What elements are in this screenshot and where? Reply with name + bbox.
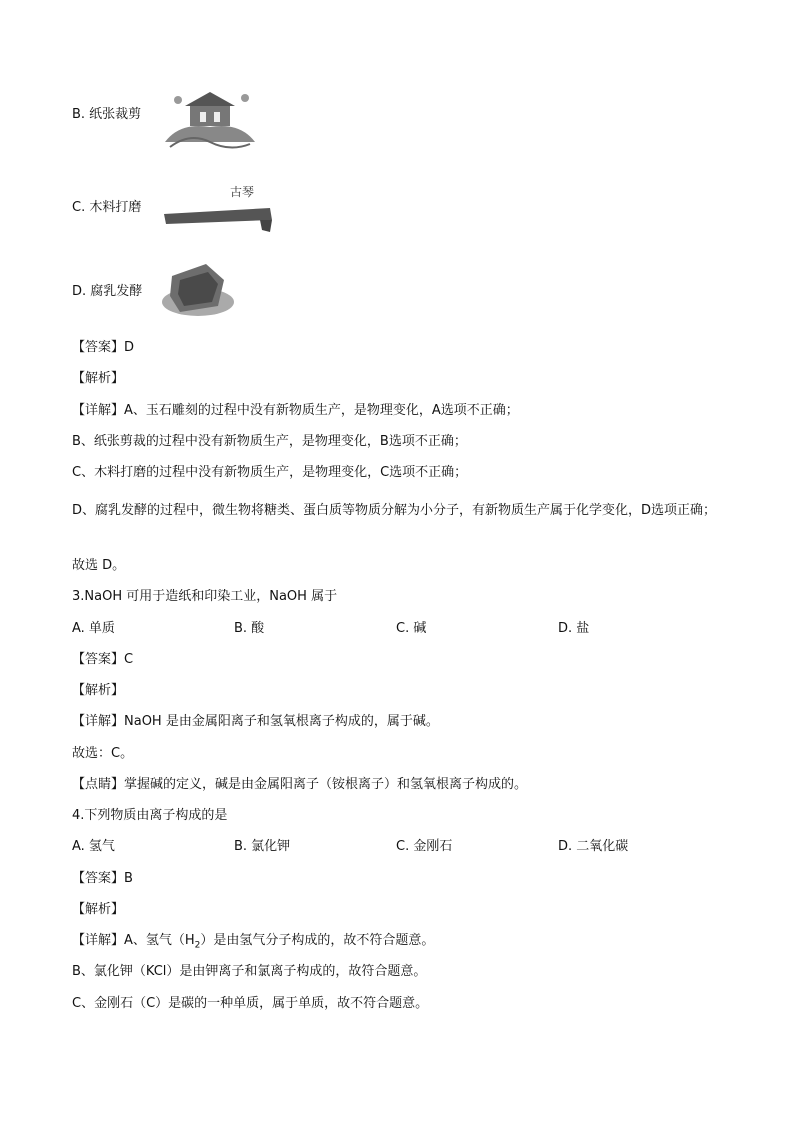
q4-option-b: B. 氯化钾 [234, 839, 291, 854]
q2-analysis: 【解析】 [72, 371, 125, 386]
q3-analysis: 【解析】 [72, 683, 125, 698]
q3-option-c: C. 碱 [396, 621, 427, 636]
q2-answer: 【答案】D [72, 340, 135, 355]
q4-option-a: A. 氢气 [72, 839, 115, 854]
q2-choose: 故选 D。 [72, 558, 126, 573]
q3-option-d: D. 盐 [558, 621, 590, 636]
q2-detail-b: B、纸张剪裁的过程中没有新物质生产，是物理变化，B选项不正确； [72, 434, 467, 449]
q4-detail-b: B、氯化钾（KCl）是由钾离子和氯离子构成的，故符合题意。 [72, 964, 427, 979]
q2-detail-d: D、腐乳发酵的过程中，微生物将糖类、蛋白质等物质分解为小分子，有新物质生产属于化学变化，D选项正确； [72, 503, 717, 518]
fermented-tofu-image [158, 256, 236, 322]
q3-point: 【点睛】掌握碱的定义，碱是由金属阳离子（铵根离子）和氢氧根离子构成的。 [72, 777, 528, 792]
stamp-text: 古琴 [230, 185, 255, 199]
q3-answer: 【答案】C [72, 652, 134, 667]
paper-cut-image [160, 82, 260, 154]
q4-detail-a-sub: 2 [194, 940, 201, 951]
q2-detail-c: C、木料打磨的过程中没有新物质生产，是物理变化，C选项不正确； [72, 465, 468, 480]
q4-detail-c: C、金刚石（C）是碳的一种单质，属于单质，故不符合题意。 [72, 996, 429, 1011]
q3-detail: 【详解】NaOH 是由金属阳离子和氢氧根离子构成的，属于碱。 [72, 714, 439, 729]
q3-choose: 故选：C。 [72, 746, 134, 761]
q4-stem: 4.下列物质由离子构成的是 [72, 808, 228, 823]
q4-detail-a-suffix: ）是由氢气分子构成的，故不符合题意。 [200, 933, 435, 948]
q4-detail-a [72, 932, 434, 955]
option-c: C. 木料打磨 [72, 200, 142, 215]
q4-option-d: D. 二氧化碳 [558, 839, 629, 854]
q2-detail-a: 【详解】A、玉石雕刻的过程中没有新物质生产，是物理变化，A选项不正确； [72, 403, 519, 418]
q4-analysis: 【解析】 [72, 902, 125, 917]
option-b: B. 纸张裁剪 [72, 107, 142, 122]
wood-sanding-image [160, 180, 280, 240]
q4-option-c: C. 金刚石 [396, 839, 453, 854]
q3-option-a: A. 单质 [72, 621, 115, 636]
option-d: D. 腐乳发酵 [72, 284, 143, 299]
q4-answer: 【答案】B [72, 871, 133, 886]
q4-detail-a-prefix: 【详解】A、氢气（H [72, 933, 195, 948]
q3-option-b: B. 酸 [234, 621, 265, 636]
q3-stem: 3.NaOH 可用于造纸和印染工业，NaOH 属于 [72, 589, 338, 604]
